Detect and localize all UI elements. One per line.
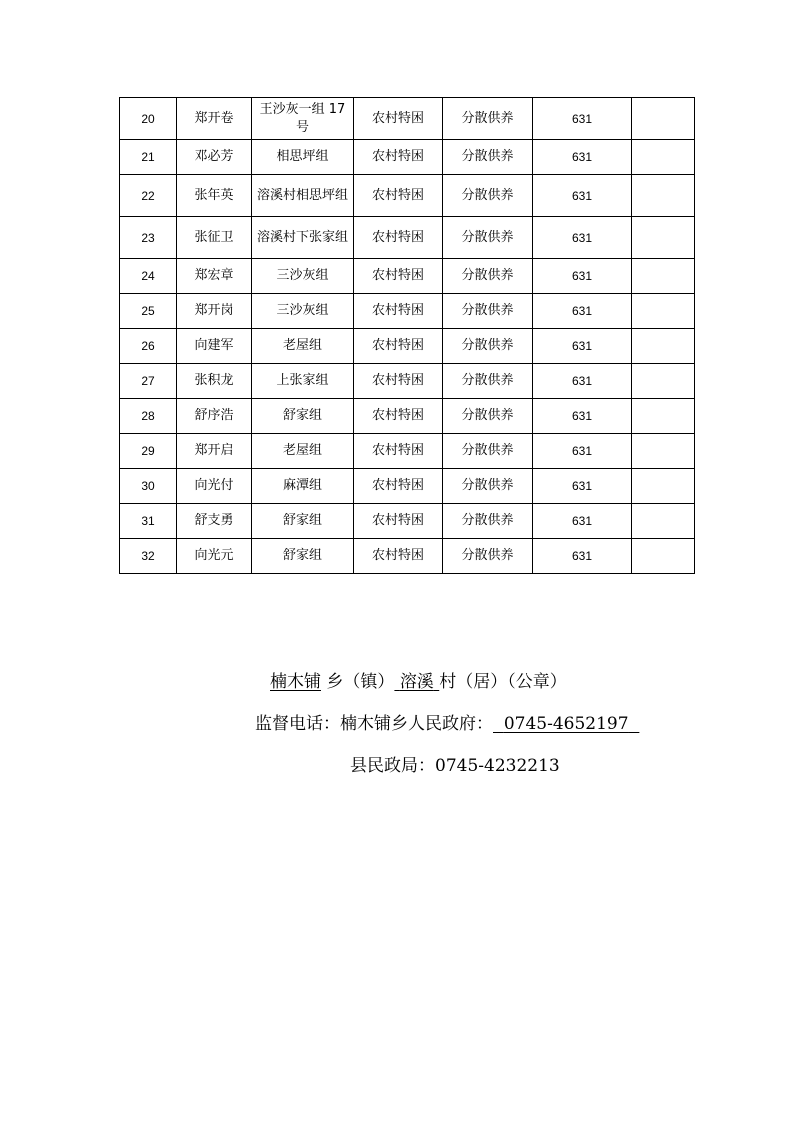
township-suffix: 乡（镇）	[326, 672, 395, 692]
note-cell	[632, 539, 695, 574]
address-cell: 舒家组	[252, 504, 354, 539]
monthly-amount-cell: 631	[533, 294, 632, 329]
category-cell: 农村特困	[354, 140, 443, 175]
resident-name-cell: 郑开岗	[177, 294, 252, 329]
address-cell: 王沙灰一组 17号	[252, 98, 354, 140]
resident-name-cell: 张积龙	[177, 364, 252, 399]
note-cell	[632, 364, 695, 399]
resident-name-cell: 向建军	[177, 329, 252, 364]
resident-name-cell: 郑开启	[177, 434, 252, 469]
address-cell: 溶溪村下张家组	[252, 217, 354, 259]
row-number-cell: 22	[120, 175, 177, 217]
category-cell: 农村特困	[354, 469, 443, 504]
monthly-amount-cell: 631	[533, 399, 632, 434]
row-number-cell: 23	[120, 217, 177, 259]
resident-name-cell: 张征卫	[177, 217, 252, 259]
note-cell	[632, 217, 695, 259]
monthly-amount-cell: 631	[533, 259, 632, 294]
resident-name-cell: 舒支勇	[177, 504, 252, 539]
resident-name-cell: 郑开卷	[177, 98, 252, 140]
note-cell	[632, 329, 695, 364]
support-type-cell: 分散供养	[443, 329, 533, 364]
row-number-cell: 25	[120, 294, 177, 329]
support-type-cell: 分散供养	[443, 504, 533, 539]
note-cell	[632, 259, 695, 294]
monthly-amount-cell: 631	[533, 98, 632, 140]
support-type-cell: 分散供养	[443, 364, 533, 399]
table-row	[120, 259, 695, 294]
category-cell: 农村特困	[354, 175, 443, 217]
row-number-cell: 21	[120, 140, 177, 175]
category-cell: 农村特困	[354, 399, 443, 434]
monthly-amount-cell: 631	[533, 469, 632, 504]
support-type-cell: 分散供养	[443, 140, 533, 175]
note-cell	[632, 504, 695, 539]
township-name: 楠木铺	[270, 672, 321, 692]
note-cell	[632, 399, 695, 434]
category-cell: 农村特困	[354, 259, 443, 294]
table-row	[120, 294, 695, 329]
support-type-cell: 分散供养	[443, 399, 533, 434]
monthly-amount-cell: 631	[533, 140, 632, 175]
category-cell: 农村特困	[354, 294, 443, 329]
gov-phone: 0745-4652197	[503, 714, 629, 734]
address-cell: 舒家组	[252, 539, 354, 574]
village-name: 溶溪	[399, 672, 434, 692]
table-row	[120, 469, 695, 504]
monthly-amount-cell: 631	[533, 364, 632, 399]
resident-name-cell: 郑宏章	[177, 259, 252, 294]
phone-line	[255, 709, 639, 734]
address-cell: 三沙灰组	[252, 259, 354, 294]
row-number-cell: 27	[120, 364, 177, 399]
row-number-cell: 29	[120, 434, 177, 469]
category-cell: 农村特困	[354, 329, 443, 364]
address-cell: 上张家组	[252, 364, 354, 399]
phone-prefix: 监督电话：楠木铺乡人民政府：	[255, 714, 493, 734]
note-cell	[632, 98, 695, 140]
note-cell	[632, 294, 695, 329]
row-number-cell: 28	[120, 399, 177, 434]
support-type-cell: 分散供养	[443, 217, 533, 259]
row-number-cell: 32	[120, 539, 177, 574]
monthly-amount-cell: 631	[533, 504, 632, 539]
monthly-amount-cell: 631	[533, 539, 632, 574]
row-number-cell: 20	[120, 98, 177, 140]
note-cell	[632, 175, 695, 217]
table-row	[120, 399, 695, 434]
table-row	[120, 175, 695, 217]
category-cell: 农村特困	[354, 539, 443, 574]
address-cell: 麻潭组	[252, 469, 354, 504]
support-type-cell: 分散供养	[443, 98, 533, 140]
support-type-cell: 分散供养	[443, 539, 533, 574]
resident-name-cell: 向光付	[177, 469, 252, 504]
roster-body	[120, 98, 695, 574]
category-cell: 农村特困	[354, 364, 443, 399]
village-suffix: 村（居）（公章）	[439, 672, 567, 692]
address-cell: 老屋组	[252, 329, 354, 364]
table-row	[120, 217, 695, 259]
table-row	[120, 539, 695, 574]
table-row	[120, 329, 695, 364]
address-cell: 舒家组	[252, 399, 354, 434]
address-cell: 溶溪村相思坪组	[252, 175, 354, 217]
category-cell: 农村特困	[354, 434, 443, 469]
category-cell: 农村特困	[354, 217, 443, 259]
table-row	[120, 504, 695, 539]
resident-name-cell: 向光元	[177, 539, 252, 574]
note-cell	[632, 140, 695, 175]
support-type-cell: 分散供养	[443, 294, 533, 329]
bureau-phone-line: 县民政局：0745-4232213	[350, 756, 560, 776]
address-cell: 三沙灰组	[252, 294, 354, 329]
row-number-cell: 30	[120, 469, 177, 504]
note-cell	[632, 469, 695, 504]
row-number-cell: 24	[120, 259, 177, 294]
table-row	[120, 364, 695, 399]
category-cell: 农村特困	[354, 98, 443, 140]
note-cell	[632, 434, 695, 469]
support-type-cell: 分散供养	[443, 434, 533, 469]
table-row	[120, 434, 695, 469]
table-row	[120, 140, 695, 175]
row-number-cell: 31	[120, 504, 177, 539]
monthly-amount-cell: 631	[533, 217, 632, 259]
monthly-amount-cell: 631	[533, 434, 632, 469]
support-type-cell: 分散供养	[443, 175, 533, 217]
resident-name-cell: 张年英	[177, 175, 252, 217]
resident-name-cell: 舒序浩	[177, 399, 252, 434]
monthly-amount-cell: 631	[533, 175, 632, 217]
monthly-amount-cell: 631	[533, 329, 632, 364]
row-number-cell: 26	[120, 329, 177, 364]
roster-table	[119, 97, 695, 574]
category-cell: 农村特困	[354, 504, 443, 539]
resident-name-cell: 邓必芳	[177, 140, 252, 175]
address-cell: 相思坪组	[252, 140, 354, 175]
table-row	[120, 98, 695, 140]
support-type-cell: 分散供养	[443, 469, 533, 504]
seal-line	[270, 667, 567, 692]
address-cell: 老屋组	[252, 434, 354, 469]
support-type-cell: 分散供养	[443, 259, 533, 294]
